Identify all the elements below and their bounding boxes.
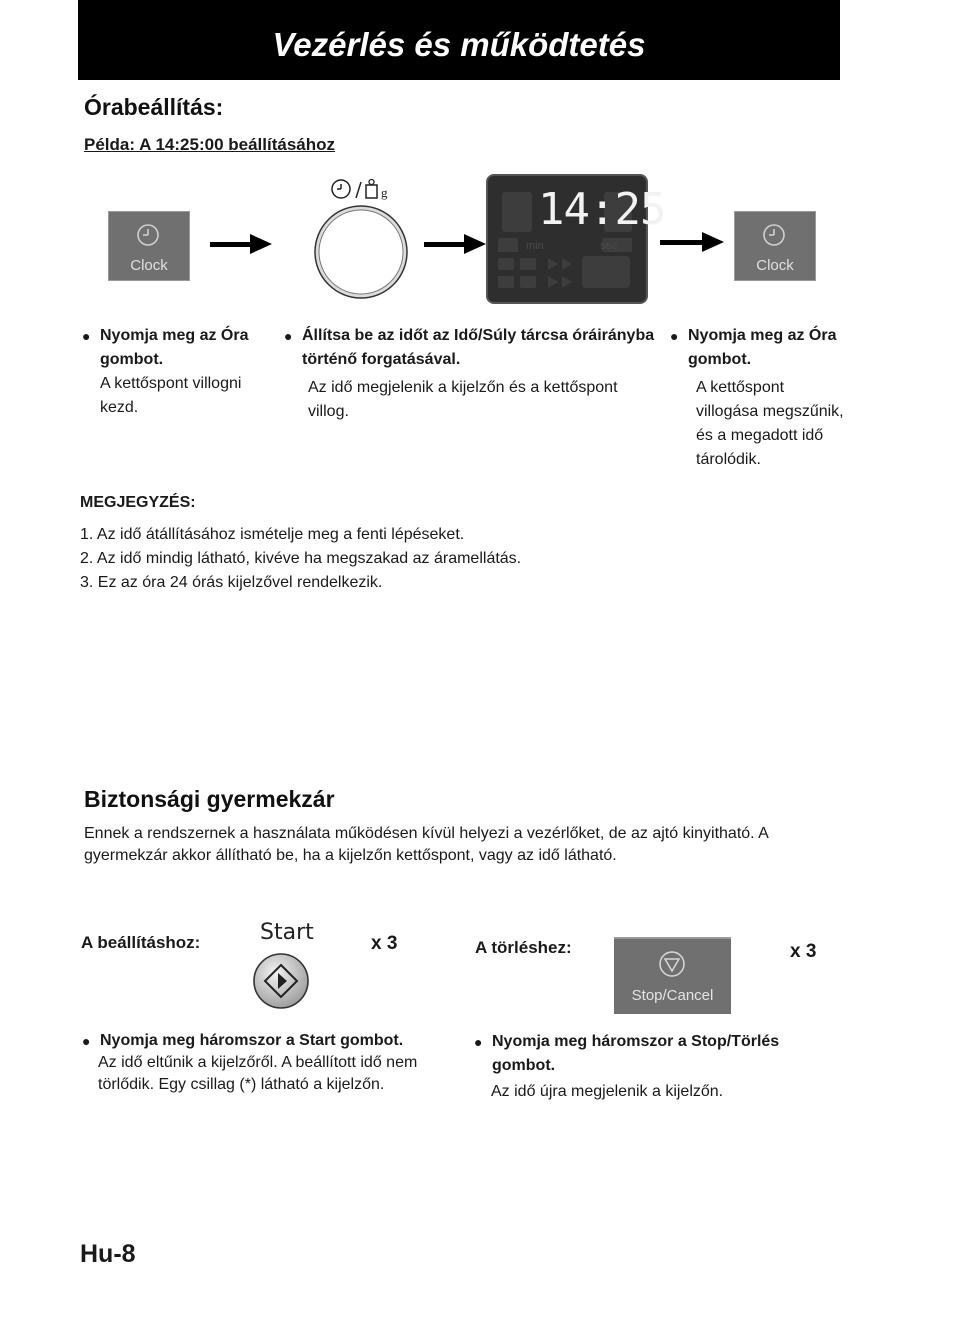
step-1: ● Nyomja meg az Óra gombot. A kettőspont villogni kezd. [82,324,272,420]
page-number: Hu-8 [80,1240,136,1268]
step-2: ● Állítsa be az időt az Idő/Súly tárcsa óráirányba történő forgatásával. Az idő megjelenik a kijelzőn és a kettőspont villog. [284,324,656,424]
note-item: 2. Az idő mindig látható, kivéve ha megszakad az áramellátás. [80,550,522,567]
start-label: Start [260,920,314,945]
stop-icon [658,950,686,978]
clear-times: x 3 [790,941,817,962]
clock-icon [762,223,786,247]
note-title: MEGJEGYZÉS: [80,494,196,511]
arrow-icon [210,234,272,254]
display-time: 14:25 [538,184,666,235]
clock-button[interactable] [108,211,190,281]
arrow-icon [660,232,724,252]
clear-text: Az idő újra megjelenik a kijelzőn. [491,1083,724,1100]
child-lock-heading: Biztonsági gyermekzár [84,786,335,812]
clear-instructions: ● Nyomja meg háromszor a Stop/Törlés gombot. Az idő újra megjelenik a kijelzőn. [474,1030,834,1104]
set-times: x 3 [371,933,398,954]
note-item: 3. Ez az óra 24 órás kijelzővel rendelkezik. [80,574,383,591]
clock-button[interactable] [734,211,816,281]
clear-bold: Nyomja meg háromszor a Stop/Törlés gombot. [492,1033,780,1074]
clock-button-label: Clock [756,257,794,274]
child-lock-intro: Ennek a rendszernek a használata működésen kívül helyezi a vezérlőket, de az ajtó kinyitható. A gyermekzár akkor állítható be, ha a kijelzőn kettőspont, vagy az idő látható. [84,825,768,864]
clear-label: A törléshez: [475,938,572,957]
stop-cancel-label: Stop/Cancel [631,987,714,1004]
time-weight-dial[interactable] [313,204,409,300]
time-weight-icon [328,176,394,202]
step-1-text: A kettőspont villogni kezd. [100,375,242,416]
display-sec-label: sec [600,240,618,252]
set-label: A beállításhoz: [81,933,201,952]
arrow-icon [424,234,486,254]
set-text: Az idő eltűnik a kijelzőről. A beállított idő nem törlődik. Egy csillag (*) látható a kijelzőn. [98,1054,418,1093]
step-3-text: A kettőspont villogása megszűnik, és a megadott idő tárolódik. [696,379,844,468]
set-bold: Nyomja meg háromszor a Start gombot. [100,1032,404,1049]
step-3: ● Nyomja meg az Óra gombot. A kettőspont villogása megszűnik, és a megadott idő tárolódik. [670,324,860,472]
page-title: Vezérlés és működtetés [272,26,646,63]
note-item: 1. Az idő átállításához ismételje meg a fenti lépéseket. [80,526,465,543]
display-min-label: min [526,240,544,252]
lcd-display [486,174,666,304]
clock-icon [136,223,160,247]
step-3-bold: Nyomja meg az Óra gombot. [688,327,837,368]
set-instructions: ● Nyomja meg háromszor a Start gombot. Az idő eltűnik a kijelzőről. A beállított idő nem törlődik. Egy csillag (*) látható a kijelzőn. [82,1030,422,1096]
header-bar [78,0,840,80]
clock-heading: Órabeállítás: [84,94,224,120]
svg-text:g: g [381,185,388,200]
start-button[interactable] [252,952,310,1010]
clock-button-label: Clock [130,257,168,274]
note-list [80,523,780,595]
step-2-bold: Állítsa be az időt az Idő/Súly tárcsa óráirányba történő forgatásával. [302,327,655,368]
step-2-text: Az idő megjelenik a kijelzőn és a kettőspont villog. [308,379,618,420]
stop-cancel-button[interactable] [614,937,731,1014]
step-1-bold: Nyomja meg az Óra gombot. [100,327,249,368]
clock-example: Példa: A 14:25:00 beállításához [84,135,336,154]
